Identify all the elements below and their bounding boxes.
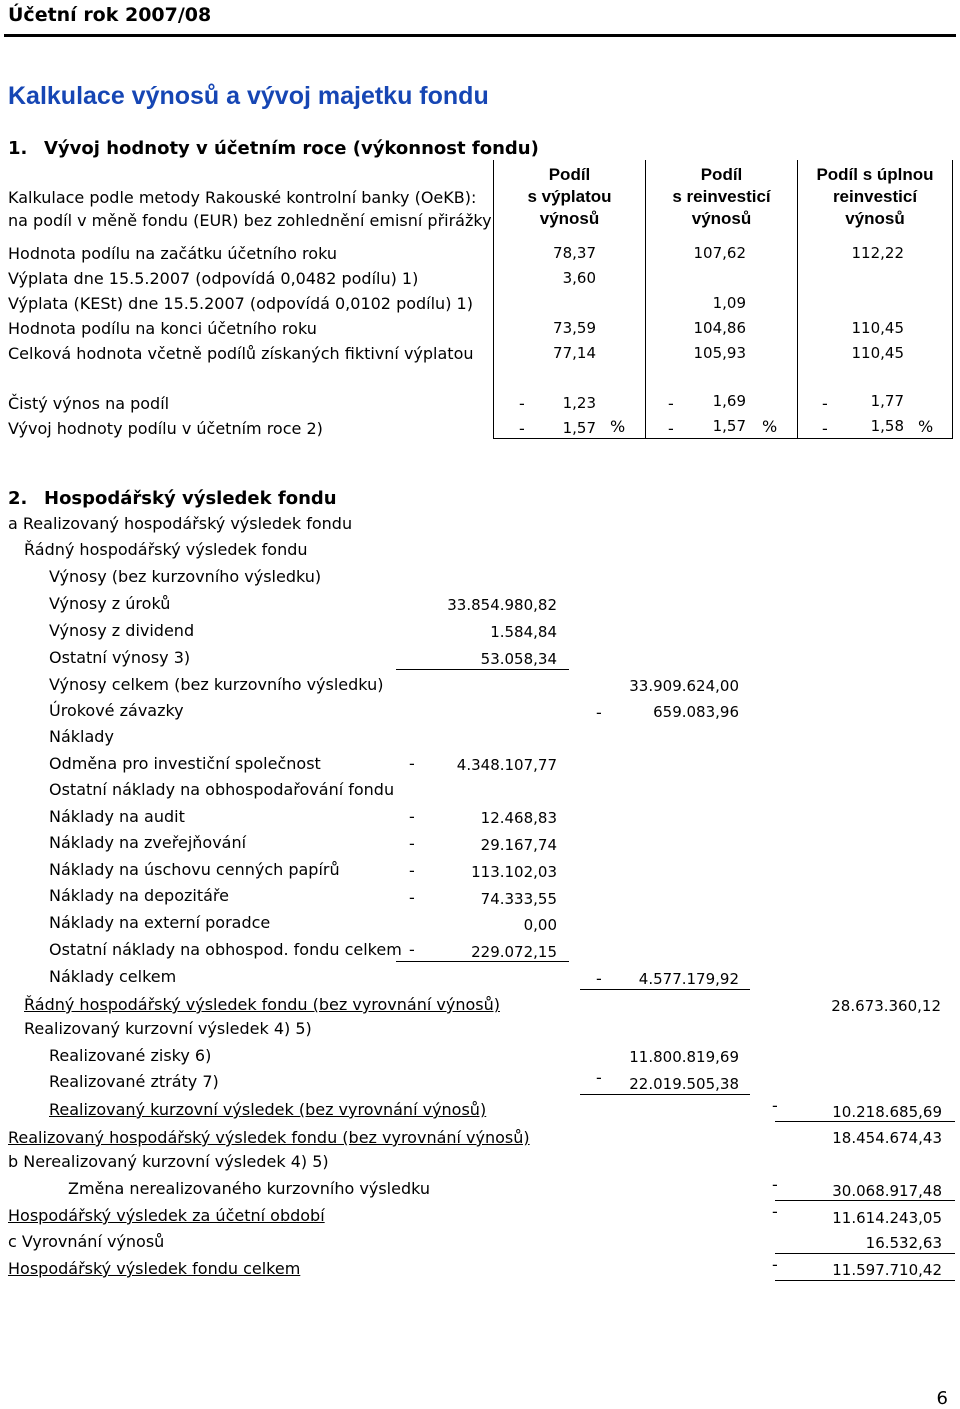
advisor-costs-value: 0,00	[523, 916, 557, 934]
depositary-costs-value: 74.333,55	[480, 890, 557, 908]
minus-sign: -	[772, 1202, 778, 1221]
fx-realized-heading: Realizovaný kurzovní výsledek 4) 5)	[24, 1019, 312, 1038]
dividend-income-label: Výnosy z dividend	[49, 621, 195, 640]
col-header-reinvest: Podíl s reinvesticí výnosů	[672, 165, 771, 228]
other-income-value: 53.058,34	[480, 650, 557, 668]
interest-liabilities-label: Úrokové závazky	[49, 701, 184, 720]
document-header-title: Účetní rok 2007/08	[8, 4, 212, 26]
custody-costs-label: Náklady na úschovu cenných papírů	[49, 860, 340, 879]
minus-sign: -	[409, 807, 415, 826]
minus-sign: -	[596, 1068, 602, 1087]
realized-result-value: 18.454.674,43	[832, 1129, 942, 1147]
subtotal-rule	[580, 1094, 750, 1095]
costs-total-label: Náklady celkem	[49, 967, 177, 986]
minus-sign: -	[409, 754, 415, 773]
dividend-income-value: 1.584,84	[490, 623, 557, 641]
page-title: Kalkulace výnosů a vývoj majetku fondu	[8, 82, 489, 110]
income-total-value: 33.909.624,00	[629, 677, 739, 695]
total-rule	[775, 1280, 955, 1281]
realized-gains-value: 11.800.819,69	[629, 1048, 739, 1066]
income-heading: Výnosy (bez kurzovního výsledku)	[49, 567, 322, 586]
interest-income-value: 33.854.980,82	[447, 596, 557, 614]
minus-sign: -	[409, 834, 415, 853]
total-result-label: Hospodářský výsledek fondu celkem	[8, 1259, 301, 1278]
ordinary-result-value: 28.673.360,12	[831, 997, 941, 1015]
realized-result-label: Realizovaný hospodářský výsledek fondu (bez vyrovnání výnosů)	[8, 1128, 530, 1147]
other-costs-total-label: Ostatní náklady na obhospod. fondu celkem	[49, 940, 402, 959]
minus-sign: -	[409, 888, 415, 907]
unrealized-heading: b Nerealizovaný kurzovní výsledek 4) 5)	[8, 1152, 329, 1171]
depositary-costs-label: Náklady na depozitáře	[49, 886, 229, 905]
minus-sign: -	[772, 1175, 778, 1194]
col-header-full-reinvest: Podíl s úplnou reinvesticí výnosů	[816, 165, 934, 228]
income-equalization-value: 16.532,63	[865, 1234, 942, 1252]
minus-sign: -	[772, 1096, 778, 1115]
subtotal-rule	[775, 1253, 955, 1254]
section1-number: 1.	[8, 138, 28, 159]
subtotal-rule	[580, 989, 750, 990]
unrealized-change-label: Změna nerealizovaného kurzovního výsledku	[68, 1179, 431, 1198]
mgmt-fee-value: 4.348.107,77	[456, 756, 557, 774]
income-total-label: Výnosy celkem (bez kurzovního výsledku)	[49, 675, 384, 694]
subtotal-rule	[775, 1200, 955, 1201]
fx-realized-result-label: Realizovaný kurzovní výsledek (bez vyrovnání výnosů)	[49, 1100, 487, 1119]
section1-title: Vývoj hodnoty v účetním roce (výkonnost fondu)	[44, 138, 539, 159]
ordinary-result-heading: Řádný hospodářský výsledek fondu	[24, 540, 308, 559]
intro-line-2: na podíl v měně fondu (EUR) bez zohlednění emisní přirážky	[8, 211, 492, 230]
publication-costs-label: Náklady na zveřejňování	[49, 833, 247, 852]
fx-realized-result-value: 10.218.685,69	[832, 1103, 942, 1121]
minus-sign: -	[409, 861, 415, 880]
ordinary-result-label: Řádný hospodářský výsledek fondu (bez vyrovnání výnosů)	[24, 995, 500, 1014]
costs-total-value: 4.577.179,92	[638, 970, 739, 988]
table-divider-4	[952, 160, 953, 439]
section2-title: Hospodářský výsledek fondu	[44, 488, 337, 509]
realized-result-heading: a Realizovaný hospodářský výsledek fondu	[8, 514, 353, 533]
audit-costs-value: 12.468,83	[480, 809, 557, 827]
other-costs-total-value: 229.072,15	[471, 943, 557, 961]
advisor-costs-label: Náklady na externí poradce	[49, 913, 271, 932]
income-equalization-label: c Vyrovnání výnosů	[8, 1232, 165, 1251]
table-bottom-rule	[493, 438, 953, 439]
minus-sign: -	[596, 969, 602, 988]
section2-number: 2.	[8, 488, 28, 509]
realized-losses-label: Realizované ztráty 7)	[49, 1072, 219, 1091]
minus-sign: -	[409, 940, 415, 959]
mgmt-fee-label: Odměna pro investiční společnost	[49, 754, 321, 773]
other-costs-heading: Ostatní náklady na obhospodařování fondu	[49, 780, 395, 799]
subtotal-rule	[775, 1121, 955, 1122]
audit-costs-label: Náklady na audit	[49, 807, 185, 826]
custody-costs-value: 113.102,03	[471, 863, 557, 881]
minus-sign: -	[596, 703, 602, 722]
other-income-label: Ostatní výnosy 3)	[49, 648, 191, 667]
interest-income-label: Výnosy z úroků	[49, 594, 171, 613]
period-result-label: Hospodářský výsledek za účetní období	[8, 1206, 325, 1225]
publication-costs-value: 29.167,74	[480, 836, 557, 854]
realized-gains-label: Realizované zisky 6)	[49, 1046, 212, 1065]
minus-sign: -	[772, 1255, 778, 1274]
subtotal-rule	[396, 669, 569, 670]
costs-heading: Náklady	[49, 727, 114, 746]
total-result-value: 11.597.710,42	[832, 1261, 942, 1279]
page-number: 6	[936, 1388, 948, 1409]
interest-liabilities-value: 659.083,96	[653, 703, 739, 721]
header-rule	[4, 34, 956, 37]
col-header-payout: Podíl s výplatou výnosů	[527, 165, 612, 228]
subtotal-rule	[396, 961, 569, 962]
period-result-value: 11.614.243,05	[832, 1209, 942, 1227]
unrealized-change-value: 30.068.917,48	[832, 1182, 942, 1200]
intro-line-1: Kalkulace podle metody Rakouské kontrolní banky (OeKB):	[8, 188, 477, 207]
realized-losses-value: 22.019.505,38	[629, 1075, 739, 1093]
